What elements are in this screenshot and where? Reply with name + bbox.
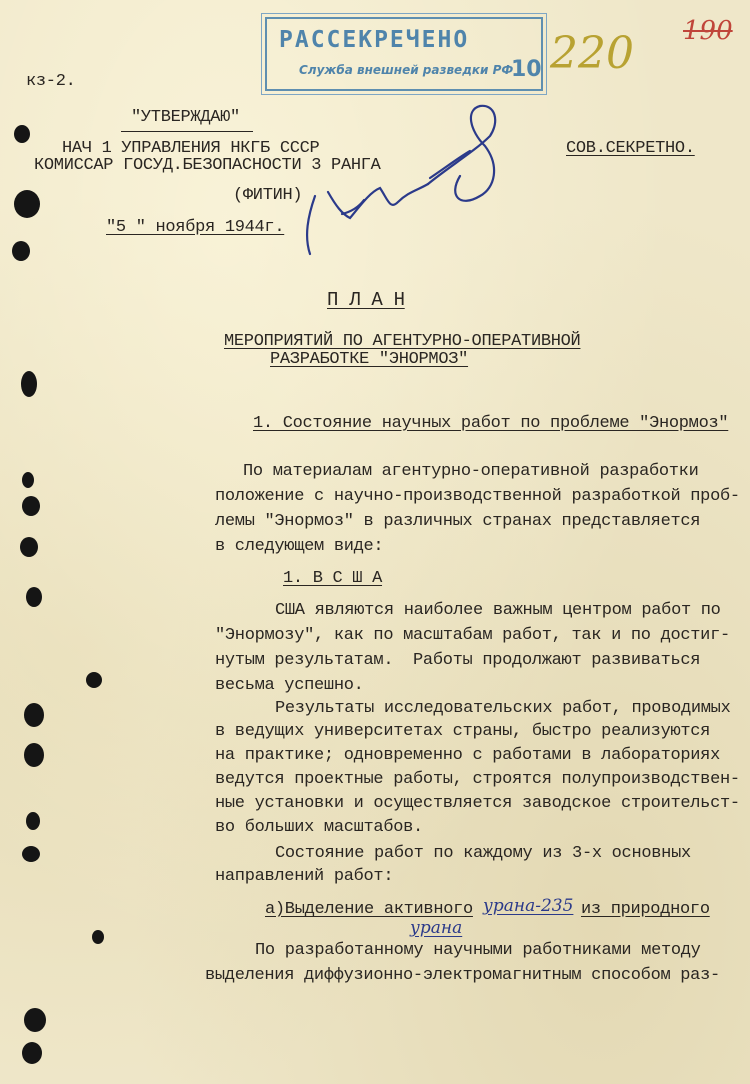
usa-line: на практике; одновременно с работами в лабораториях	[215, 746, 720, 765]
body-line: в следующем виде:	[215, 537, 384, 556]
item-a-handwritten2: урана	[410, 918, 463, 938]
item-a-suffix: из природного	[581, 900, 710, 919]
usa-line: в ведущих университетах страны, быстро реализуются	[215, 722, 711, 741]
usa-line: "Энормозу", как по масштабам работ, так и по достиг-	[215, 626, 730, 645]
punch-hole	[92, 930, 104, 944]
punch-hole	[21, 371, 37, 397]
punch-hole	[24, 743, 44, 767]
final-line: По разработанному научными работниками методу	[255, 941, 701, 960]
signature	[280, 96, 520, 256]
punch-hole	[86, 672, 102, 688]
body-line: По материалам агентурно-оперативной разработки	[243, 462, 699, 481]
punch-hole	[26, 812, 40, 830]
approval-name: (ФИТИН)	[233, 186, 303, 205]
usa-line: ведутся проектные работы, строятся полупроизводствен-	[215, 770, 740, 789]
reference-code: кз-2.	[26, 72, 76, 91]
usa-line: нутым результатам. Работы продолжают развиваться	[215, 651, 701, 670]
body-line: положение с научно-производственной разработкой проб-	[215, 487, 740, 506]
item-a-prefix: а)Выделение активного	[265, 900, 473, 919]
usa-line: Состояние работ по каждому из 3-х основных	[275, 844, 691, 863]
usa-line: Результаты исследовательских работ, проводимых	[275, 699, 731, 718]
document-title-line2: РАЗРАБОТКЕ "ЭНОРМОЗ"	[270, 350, 469, 369]
body-line: лемы "Энормоз" в различных странах представляется	[215, 512, 701, 531]
approval-header-underline	[121, 131, 253, 132]
punch-hole	[24, 703, 44, 727]
stamp-subtitle: Служба внешней разведки РФ	[299, 63, 514, 77]
usa-line: ные установки и осуществляется заводское строительст-	[215, 794, 740, 813]
usa-line: США являются наиболее важным центром работ по	[275, 601, 721, 620]
approval-date: "5 " ноября 1944г.	[106, 218, 285, 237]
usa-line: во больших масштабов.	[215, 818, 423, 837]
signature-stroke	[307, 196, 315, 254]
punch-hole	[20, 537, 38, 557]
document-heading: П Л А Н	[327, 289, 405, 311]
usa-line: весьма успешно.	[215, 676, 364, 695]
punch-hole	[26, 587, 42, 607]
declassified-stamp	[265, 17, 543, 91]
document-title-line1: МЕРОПРИЯТИЙ ПО АГЕНТУРНО-ОПЕРАТИВНОЙ	[224, 332, 581, 351]
punch-hole	[22, 472, 34, 488]
archive-number-crossed: 190	[683, 16, 733, 46]
signature-stroke	[342, 200, 364, 214]
punch-hole	[22, 1042, 42, 1064]
archive-number: 220	[550, 28, 634, 79]
punch-hole	[14, 190, 40, 218]
signature-stroke	[430, 151, 470, 178]
classification-label: СОВ.СЕКРЕТНО.	[566, 139, 695, 158]
approval-title-line2: КОМИССАР ГОСУД.БЕЗОПАСНОСТИ 3 РАНГА	[34, 156, 381, 175]
punch-hole	[22, 846, 40, 862]
punch-hole	[22, 496, 40, 516]
punch-hole	[12, 241, 30, 261]
approval-title-line1: НАЧ 1 УПРАВЛЕНИЯ НКГБ СССР	[62, 139, 320, 158]
section-heading: 1. Состояние научных работ по проблеме "Энормоз"	[253, 414, 729, 433]
punch-hole	[24, 1008, 46, 1032]
item-a-handwritten: урана-235	[483, 896, 574, 916]
subsection-heading: 1. В С Ш А	[283, 569, 383, 588]
punch-hole	[14, 125, 30, 143]
stamp-number: 10	[511, 57, 542, 82]
approval-header: "УТВЕРЖДАЮ"	[131, 108, 240, 127]
usa-line: направлений работ:	[215, 867, 394, 886]
signature-stroke	[428, 106, 495, 201]
final-line: выделения диффузионно-электромагнитным способом раз-	[205, 966, 720, 985]
stamp-title: РАССЕКРЕЧЕНО	[279, 27, 470, 53]
